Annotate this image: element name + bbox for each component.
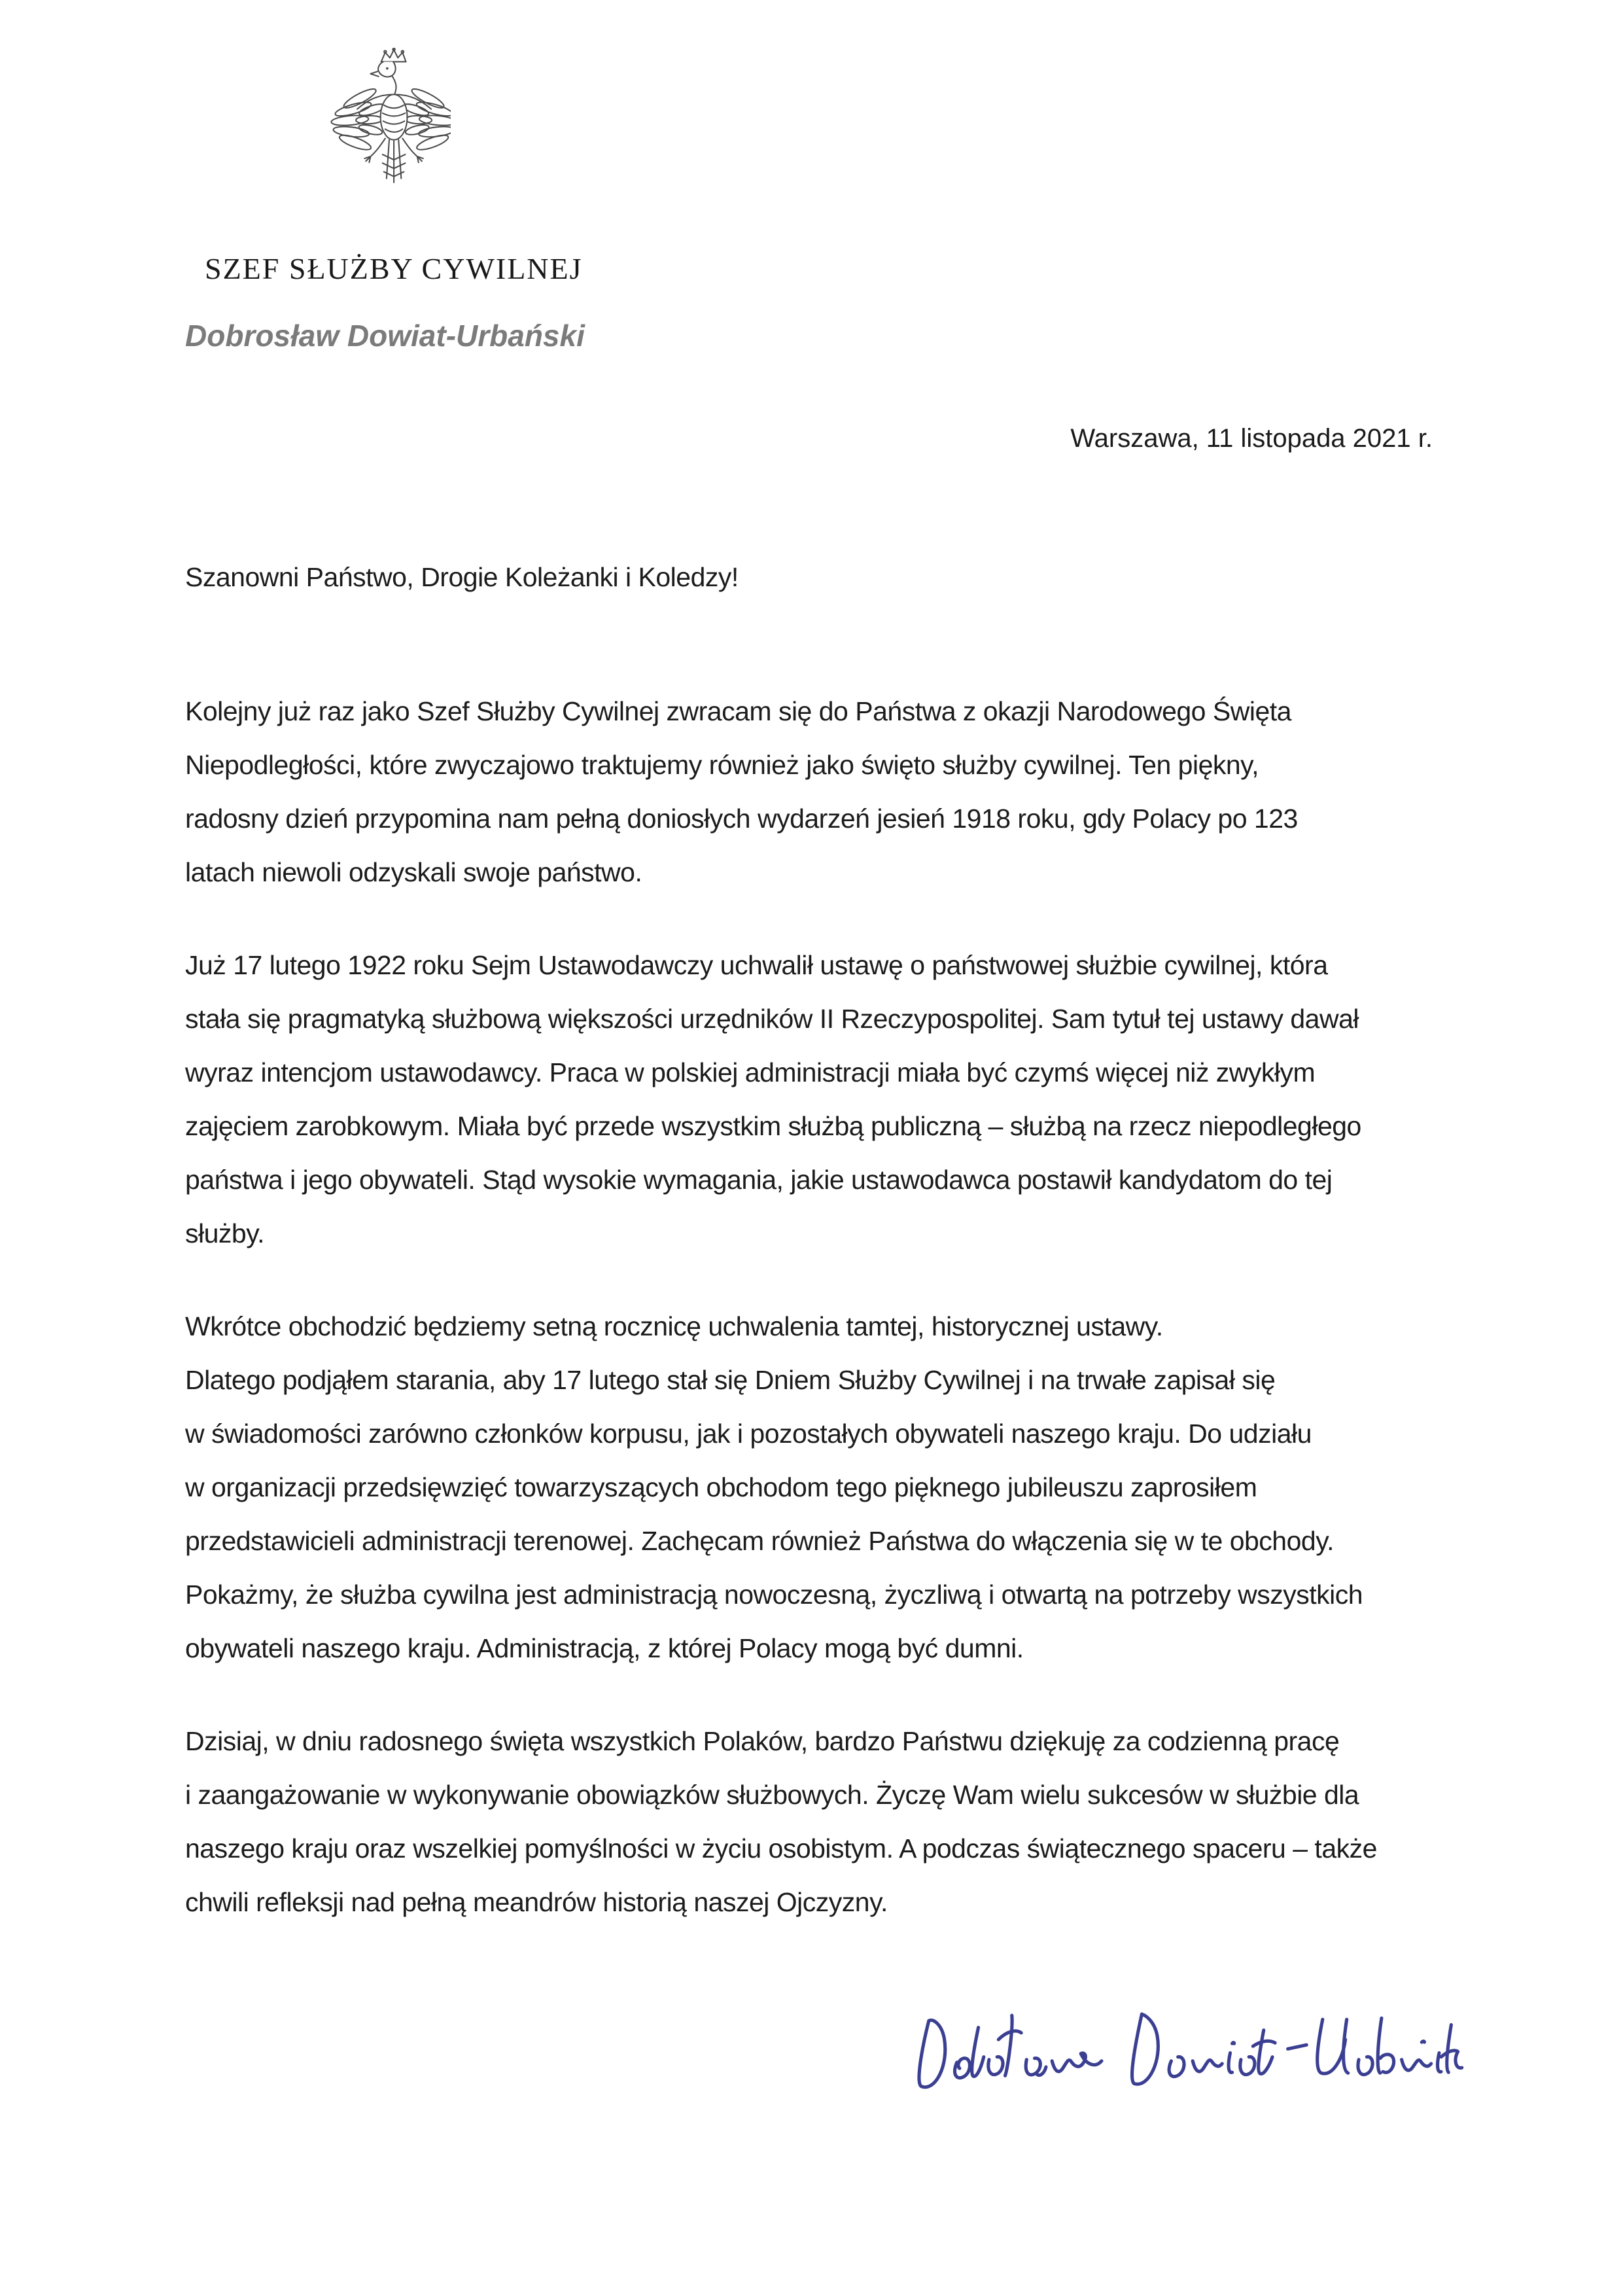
- text-line: zajęciem zarobkowym. Miała być przede wszystkim służbą publiczną – służbą na rzecz niepodległego: [185, 1111, 1361, 1141]
- text-line: stała się pragmatyką służbową większości urzędników II Rzeczypospolitej. Sam tytuł tej ustawy dawał: [185, 1004, 1359, 1034]
- letter-body: [185, 684, 1493, 1968]
- text-line: Dzisiaj, w dniu radosnego święta wszystkich Polaków, bardzo Państwu dziękuję za codzienną pracę: [185, 1726, 1340, 1756]
- text-line: państwa i jego obywateli. Stąd wysokie wymagania, jakie ustawodawca postawił kandydatom do tej: [185, 1165, 1333, 1195]
- polish-eagle-emblem-icon: [330, 48, 451, 188]
- office-title: SZEF SŁUŻBY CYWILNEJ: [205, 252, 583, 285]
- paragraph: [185, 1714, 1493, 1929]
- text-line: Niepodległości, które zwyczajowo traktujemy również jako święto służby cywilnej. Ten piękny,: [185, 750, 1259, 780]
- handwritten-signature-icon: [906, 1986, 1469, 2130]
- paragraph: [185, 938, 1493, 1260]
- text-line: naszego kraju oraz wszelkiej pomyślności w życiu osobistym. A podczas świątecznego spaceru – także: [185, 1833, 1377, 1863]
- text-line: Już 17 lutego 1922 roku Sejm Ustawodawczy uchwalił ustawę o państwowej służbie cywilnej, która: [185, 950, 1328, 980]
- salutation: Szanowni Państwo, Drogie Koleżanki i Koledzy!: [185, 562, 739, 592]
- paragraph: [185, 684, 1493, 899]
- text-line: przedstawicieli administracji terenowej. Zachęcam również Państwa do włączenia się w te obchody.: [185, 1526, 1335, 1556]
- text-line: radosny dzień przypomina nam pełną doniosłych wydarzeń jesień 1918 roku, gdy Polacy po 123: [185, 804, 1298, 834]
- text-line: i zaangażowanie w wykonywanie obowiązków służbowych. Życzę Wam wielu sukcesów w służbie dla: [185, 1780, 1359, 1810]
- text-line: w świadomości zarówno członków korpusu, jak i pozostałych obywateli naszego kraju. Do udziału: [185, 1419, 1312, 1449]
- text-line: Pokażmy, że służba cywilna jest administracją nowoczesną, życzliwą i otwartą na potrzeby wszystkich: [185, 1580, 1363, 1610]
- signer-name: Dobrosław Dowiat-Urbański: [185, 319, 585, 353]
- text-line: służby.: [185, 1218, 265, 1248]
- text-line: latach niewoli odzyskali swoje państwo.: [185, 857, 642, 887]
- date-line: Warszawa, 11 listopada 2021 r.: [1070, 424, 1433, 453]
- text-line: Wkrótce obchodzić będziemy setną rocznicę uchwalenia tamtej, historycznej ustawy.: [185, 1311, 1163, 1341]
- text-line: w organizacji przedsięwzięć towarzyszących obchodom tego pięknego jubileuszu zaprosiłem: [185, 1472, 1257, 1502]
- paragraph: [185, 1299, 1493, 1675]
- text-line: Kolejny już raz jako Szef Służby Cywilnej zwracam się do Państwa z okazji Narodowego Święta: [185, 696, 1291, 726]
- text-line: chwili refleksji nad pełną meandrów historią naszej Ojczyzny.: [185, 1887, 888, 1917]
- text-line: wyraz intencjom ustawodawcy. Praca w polskiej administracji miała być czymś więcej niż zwykłym: [185, 1057, 1316, 1087]
- text-line: Dlatego podjąłem starania, aby 17 lutego stał się Dniem Służby Cywilnej i na trwałe zapisał się: [185, 1365, 1276, 1395]
- text-line: obywateli naszego kraju. Administracją, z której Polacy mogą być dumni.: [185, 1633, 1024, 1663]
